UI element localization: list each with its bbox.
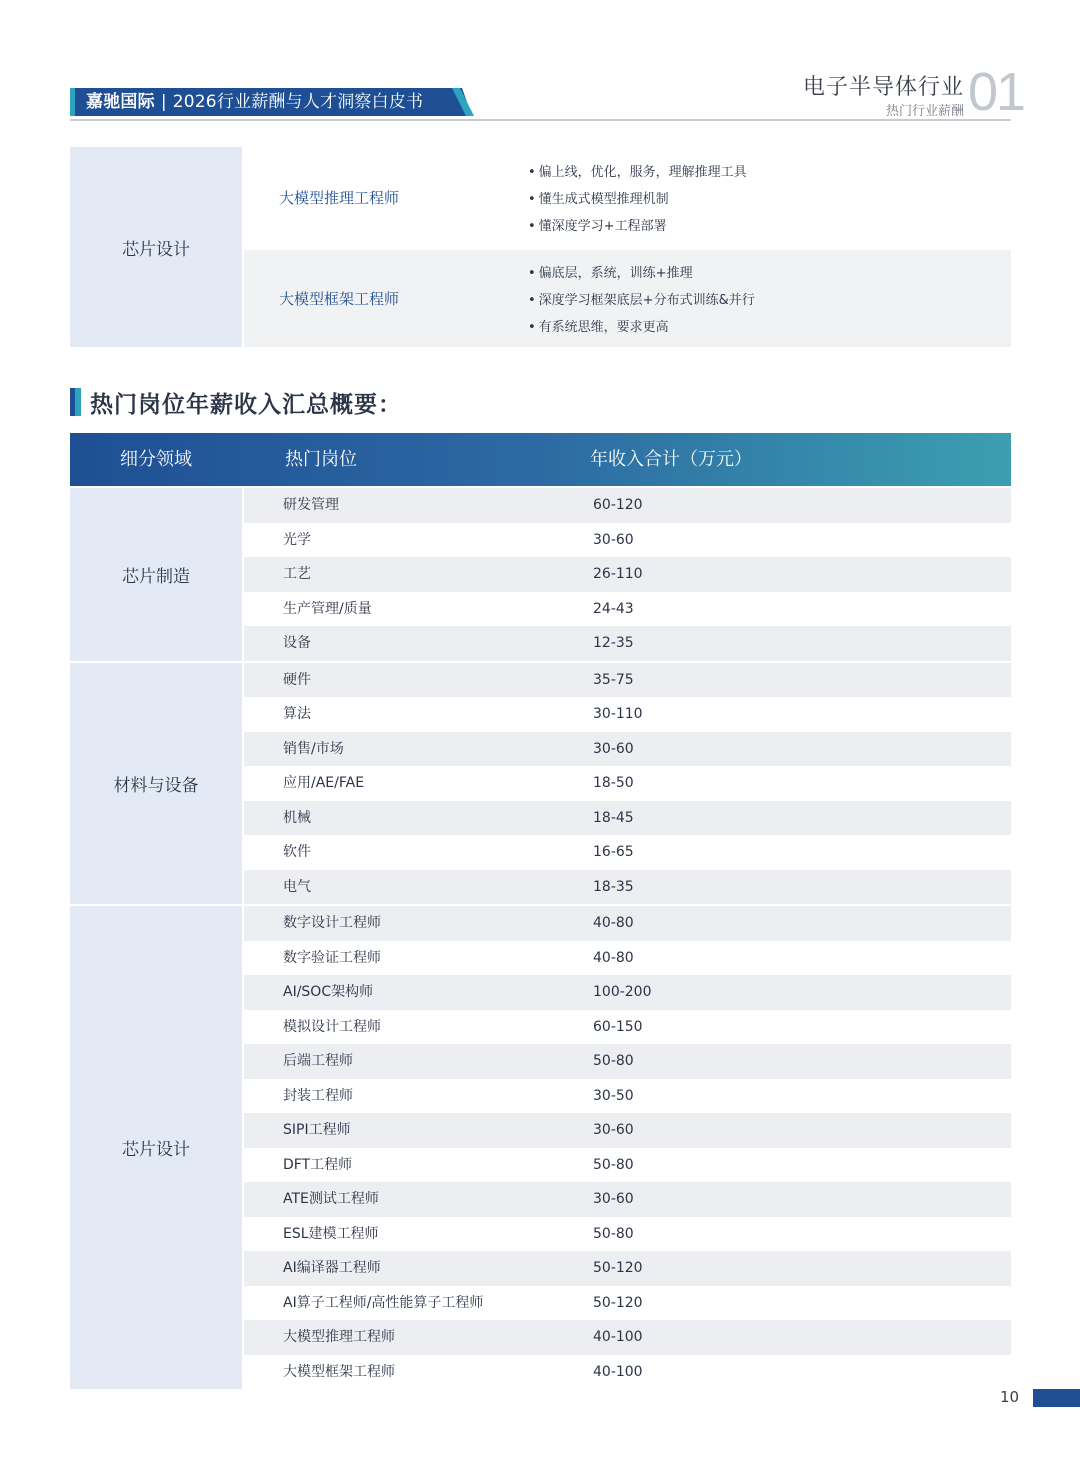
position-name: ESL建模工程师	[283, 1225, 379, 1242]
position-name: 硬件	[283, 671, 311, 688]
salary-row	[244, 488, 1011, 523]
position-name: 大模型框架工程师	[283, 1363, 395, 1380]
column-header-salary: 年收入合计（万元）	[590, 449, 752, 470]
salary-range: 16-65	[593, 844, 634, 860]
role-category: 芯片设计	[70, 147, 242, 347]
salary-range: 40-80	[593, 949, 634, 966]
salary-range: 12-35	[593, 635, 634, 651]
salary-row	[244, 1355, 1011, 1390]
salary-row	[244, 941, 1011, 976]
position-name: 数字验证工程师	[283, 949, 381, 966]
position-name: 算法	[283, 706, 311, 722]
requirement-item: • 懂生成式模型推理机制	[528, 188, 747, 207]
salary-row	[244, 1320, 1011, 1355]
role-name: 大模型框架工程师	[279, 290, 400, 308]
column-header-segment: 细分领域	[120, 449, 192, 470]
salary-range: 18-35	[593, 878, 634, 895]
position-name: 工艺	[283, 566, 311, 582]
salary-group	[70, 488, 1011, 661]
salary-range: 50-80	[593, 1053, 634, 1069]
position-name: 光学	[283, 531, 311, 548]
role-name: 大模型推理工程师	[279, 189, 400, 207]
industry-subtitle: 热门行业薪酬	[885, 104, 964, 119]
position-name: AI/SOC架构师	[283, 984, 374, 1000]
salary-range: 40-100	[593, 1329, 643, 1345]
salary-group	[70, 663, 1011, 905]
salary-table-header	[70, 433, 1011, 486]
salary-range: 30-60	[593, 531, 634, 548]
position-name: 软件	[283, 844, 311, 860]
salary-row	[244, 1079, 1011, 1114]
segment-name: 材料与设备	[70, 663, 242, 905]
salary-range: 30-60	[593, 1122, 634, 1138]
salary-row	[244, 592, 1011, 627]
salary-range: 60-150	[593, 1018, 643, 1035]
report-title	[86, 88, 423, 116]
salary-group	[70, 906, 1011, 1389]
salary-row	[244, 1286, 1011, 1321]
salary-range: 30-50	[593, 1087, 634, 1104]
segment-name: 芯片设计	[70, 906, 242, 1389]
position-name: 销售/市场	[283, 740, 344, 757]
salary-row	[244, 1251, 1011, 1286]
salary-row	[244, 1113, 1011, 1148]
requirement-item: • 深度学习框架底层+分布式训练&并行	[528, 289, 755, 308]
header-accent-bar	[70, 88, 75, 116]
position-name: 大模型推理工程师	[283, 1329, 395, 1345]
salary-row	[244, 1182, 1011, 1217]
salary-range: 40-100	[593, 1363, 643, 1380]
salary-range: 30-60	[593, 740, 634, 757]
position-name: AI编译器工程师	[283, 1260, 381, 1276]
role-row	[244, 250, 1011, 347]
salary-range: 60-120	[593, 497, 643, 513]
page-number-bar	[1033, 1389, 1080, 1407]
position-name: 模拟设计工程师	[283, 1018, 381, 1035]
position-name: 数字设计工程师	[283, 915, 381, 931]
position-name: AI算子工程师/高性能算子工程师	[283, 1294, 484, 1311]
requirement-item: • 有系统思维，要求更高	[528, 316, 755, 335]
salary-row	[244, 870, 1011, 905]
requirement-item: • 偏底层，系统，训练+推理	[528, 262, 755, 281]
salary-row	[244, 1044, 1011, 1079]
salary-row	[244, 1010, 1011, 1045]
title-separator: |	[160, 92, 167, 112]
salary-row	[244, 906, 1011, 941]
salary-range: 40-80	[593, 915, 634, 931]
header-divider	[70, 119, 1011, 121]
role-requirements	[528, 147, 747, 248]
salary-row	[244, 766, 1011, 801]
position-name: 应用/AE/FAE	[283, 775, 365, 791]
segment-name: 芯片制造	[70, 488, 242, 661]
industry-title: 电子半导体行业	[802, 75, 964, 100]
salary-row	[244, 835, 1011, 870]
salary-row	[244, 975, 1011, 1010]
salary-row	[244, 1148, 1011, 1183]
salary-row	[244, 523, 1011, 558]
salary-range: 30-60	[593, 1191, 634, 1207]
salary-row	[244, 557, 1011, 592]
salary-row	[244, 663, 1011, 698]
salary-range: 26-110	[593, 566, 643, 582]
section-title: 热门岗位年薪收入汇总概要：	[90, 392, 402, 418]
role-requirements	[528, 250, 755, 347]
salary-range: 30-110	[593, 706, 643, 722]
salary-row	[244, 732, 1011, 767]
role-description-table	[70, 147, 1011, 347]
salary-range: 100-200	[593, 984, 652, 1000]
section-marker	[70, 388, 81, 416]
requirement-item: • 偏上线，优化，服务，理解推理工具	[528, 161, 747, 180]
salary-range: 18-45	[593, 809, 634, 826]
report-name: 2026行业薪酬与人才洞察白皮书	[172, 92, 424, 112]
requirement-item: • 懂深度学习+工程部署	[528, 215, 747, 234]
position-name: 生产管理/质量	[283, 600, 372, 617]
position-name: 电气	[283, 878, 311, 895]
position-name: 研发管理	[283, 497, 339, 513]
page-number: 10	[1000, 1388, 1020, 1406]
salary-range: 24-43	[593, 600, 634, 617]
salary-row	[244, 697, 1011, 732]
salary-range: 18-50	[593, 775, 634, 791]
position-name: 设备	[283, 635, 311, 651]
position-name: 后端工程师	[283, 1053, 353, 1069]
salary-row	[244, 801, 1011, 836]
role-row	[244, 147, 1011, 248]
salary-range: 50-80	[593, 1225, 634, 1242]
salary-row	[244, 1217, 1011, 1252]
salary-row	[244, 626, 1011, 661]
column-header-position: 热门岗位	[285, 449, 357, 470]
salary-range: 50-80	[593, 1156, 634, 1173]
chapter-number: 01	[968, 62, 1025, 122]
position-name: DFT工程师	[283, 1156, 353, 1173]
position-name: 封装工程师	[283, 1087, 353, 1104]
salary-range: 35-75	[593, 671, 634, 688]
brand-name: 嘉驰国际	[86, 92, 155, 112]
salary-range: 50-120	[593, 1260, 643, 1276]
position-name: ATE测试工程师	[283, 1191, 379, 1207]
salary-range: 50-120	[593, 1294, 643, 1311]
position-name: SIPI工程师	[283, 1122, 351, 1138]
position-name: 机械	[283, 809, 311, 826]
